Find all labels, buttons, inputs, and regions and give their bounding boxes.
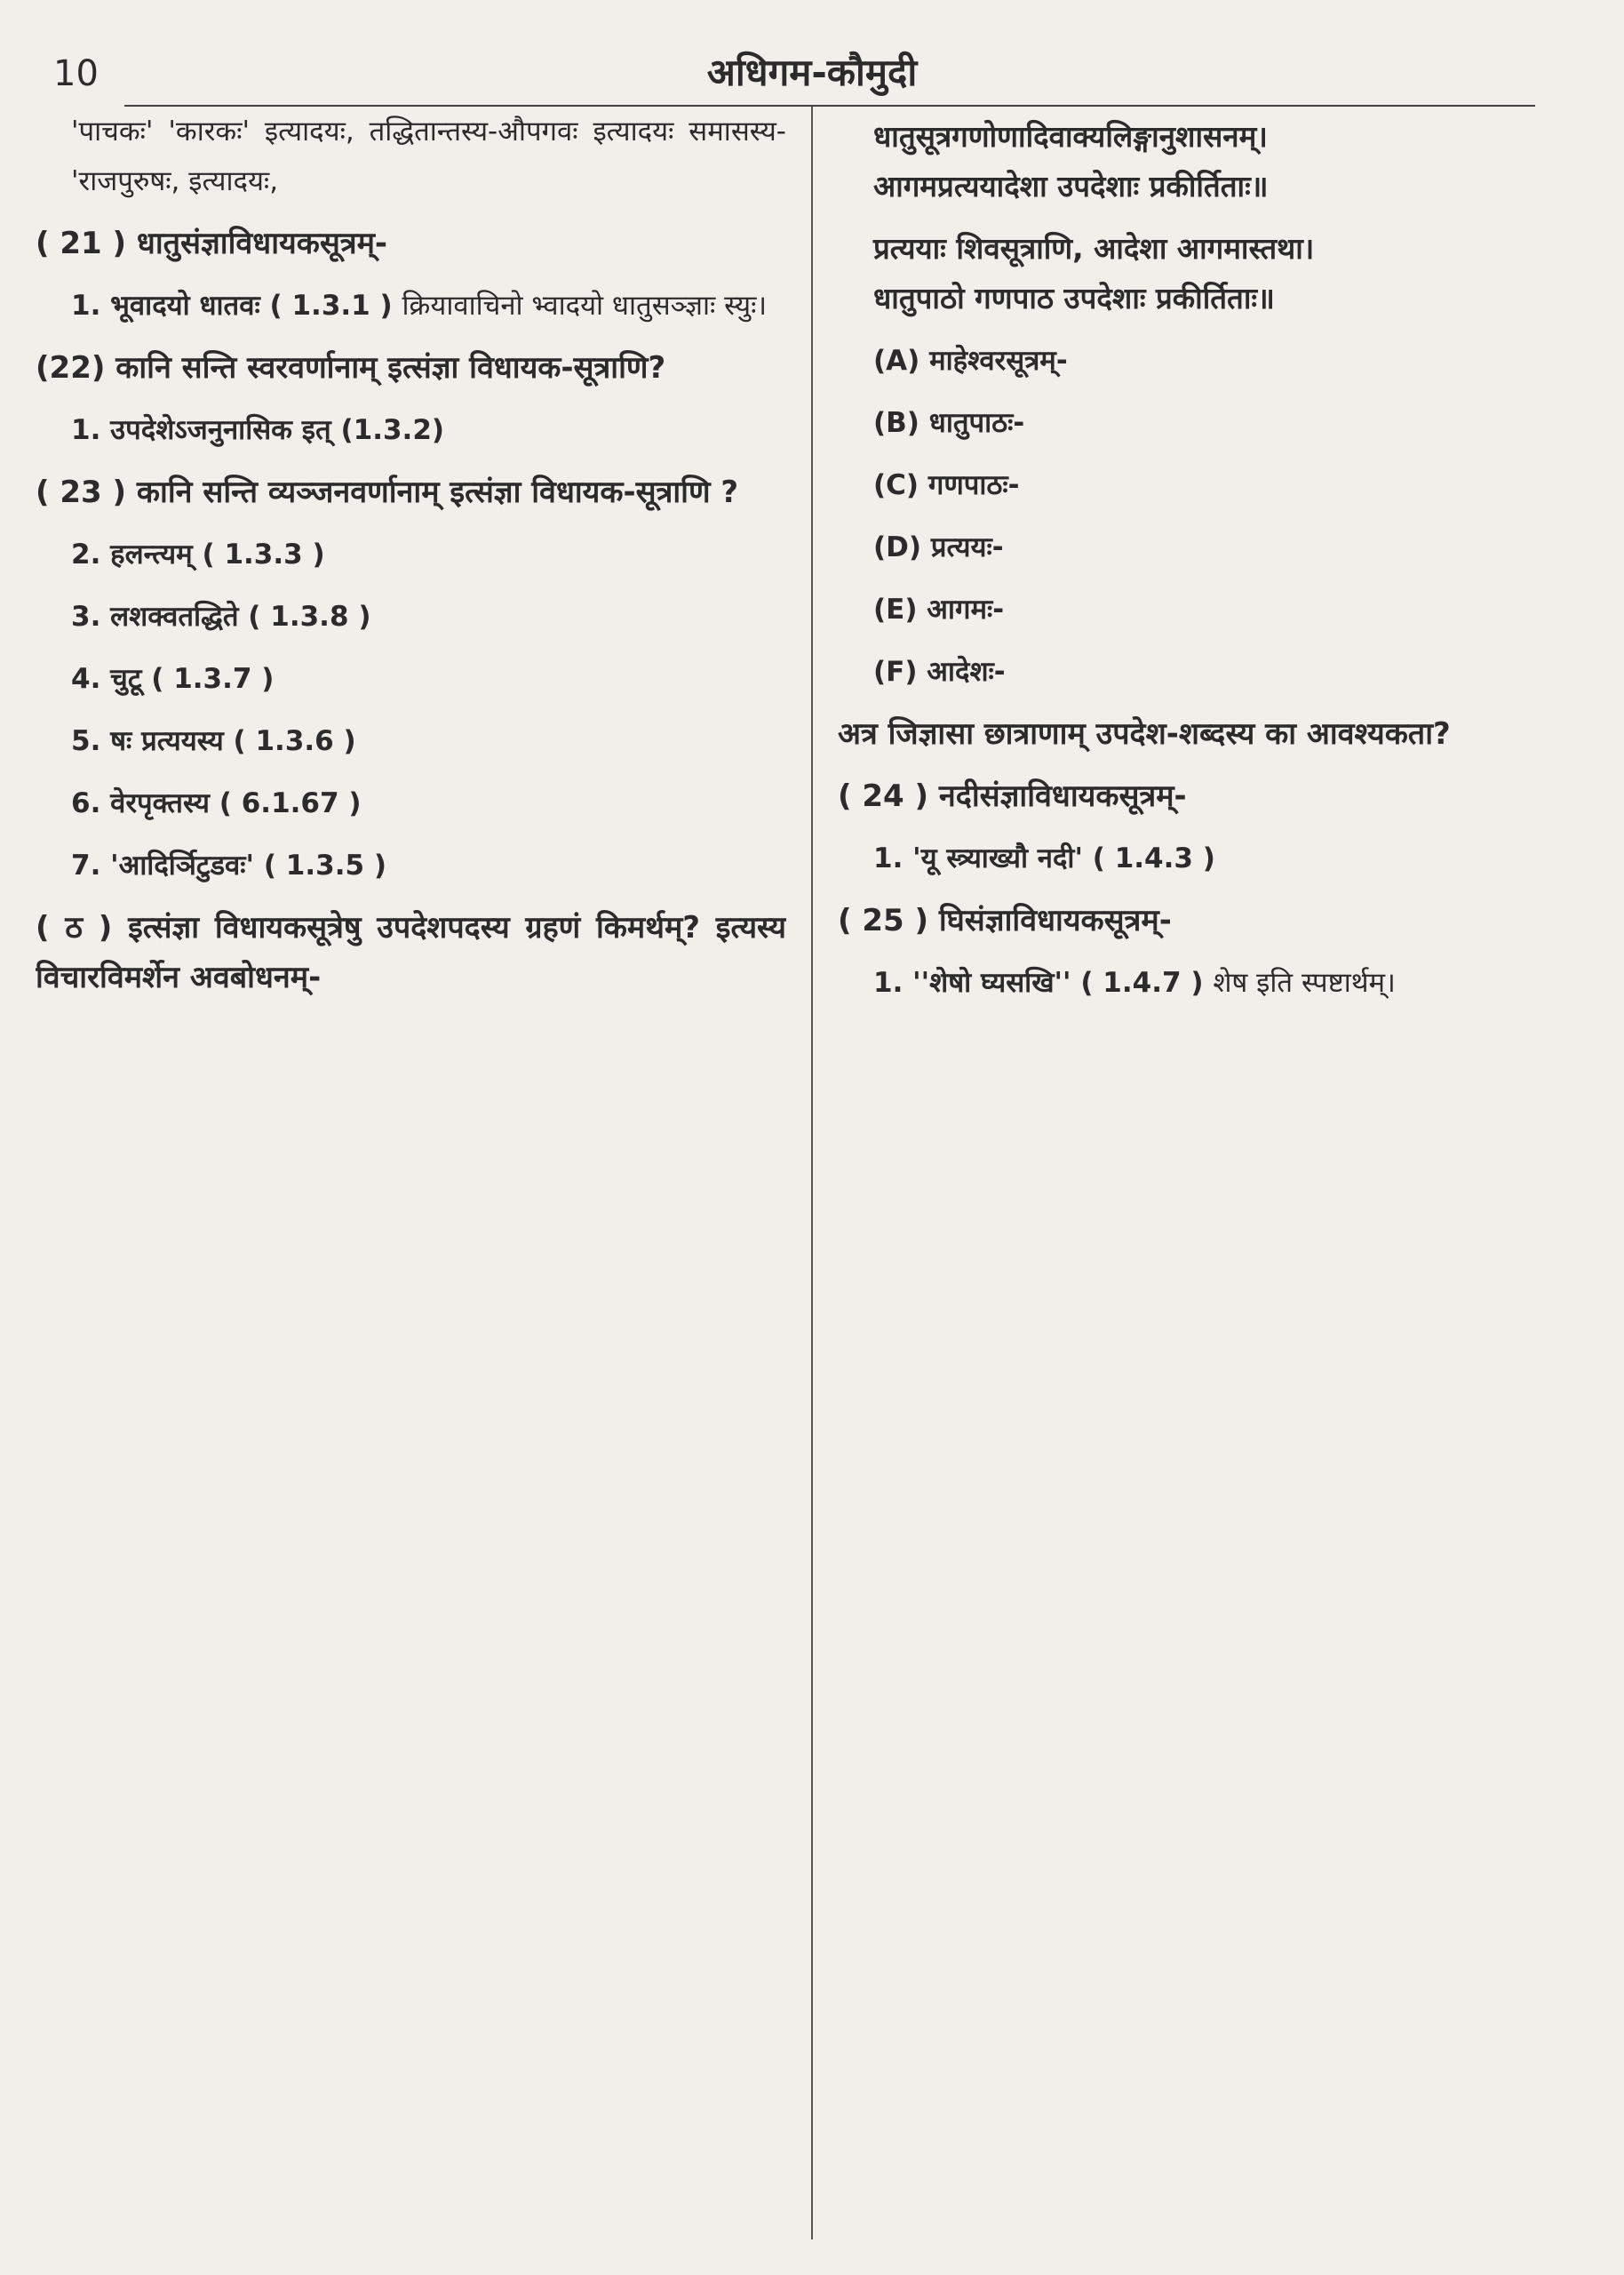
- column-divider: [811, 107, 813, 2239]
- left-column: [36, 107, 786, 2239]
- body-paragraph: [36, 841, 786, 890]
- body-paragraph: [36, 778, 786, 828]
- body-paragraph: [36, 281, 786, 331]
- body-paragraph: [36, 530, 786, 579]
- sutra-title: 1. ''शेषो घ्यसखि'' ( 1.4.7 ): [873, 967, 1214, 999]
- verse-line: प्रत्ययाः शिवसूत्राणि, आदेशा आगमास्तथा।: [873, 231, 1315, 266]
- running-title: अधिगम-कौमुदी: [706, 51, 918, 94]
- body-paragraph: [838, 336, 1588, 386]
- sutra-title: 1. भूवादयो धातवः ( 1.3.1 ): [71, 290, 402, 322]
- body-paragraph: [838, 460, 1588, 510]
- sutra-title: (E) आगमः-: [873, 594, 1005, 626]
- sutra-title: 4. चुटू ( 1.3.7 ): [71, 663, 275, 695]
- sutra-title: 1. 'यू स्त्र्याख्यौ नदी' ( 1.4.3 ): [873, 842, 1215, 874]
- sutra-title: 3. लशक्वतद्धिते ( 1.3.8 ): [71, 601, 371, 633]
- section-heading: ( 21 ) धातुसंज्ञाविधायकसूत्रम्-: [36, 226, 388, 261]
- page-number: 10: [53, 53, 99, 94]
- page-header: [36, 36, 1588, 107]
- section-heading: अत्र जिज्ञासा छात्राणाम् उपदेश-शब्दस्य का आवश्यकता?: [838, 716, 1451, 752]
- verse-line: आगमप्रत्ययादेशा उपदेशाः प्रकीर्तिताः॥: [873, 169, 1269, 204]
- two-column-body: [36, 107, 1588, 2239]
- body-paragraph: [838, 958, 1588, 1008]
- body-paragraph: [36, 716, 786, 766]
- paragraph-text: शेष इति स्पष्टार्थम्।: [1213, 967, 1396, 999]
- body-paragraph: [36, 654, 786, 704]
- section-heading: ( 23 ) कानि सन्ति व्यञ्जनवर्णानाम् इत्संज्ञा विधायक-सूत्राणि ?: [36, 475, 739, 510]
- body-paragraph: [838, 398, 1588, 448]
- sutra-title: 5. षः प्रत्ययस्य ( 1.3.6 ): [71, 725, 356, 757]
- right-column: [838, 107, 1588, 2239]
- sutra-title: (C) गणपाठः-: [873, 469, 1020, 501]
- verse-block: [838, 112, 1588, 212]
- body-paragraph: [36, 107, 786, 206]
- body-paragraph: [36, 405, 786, 455]
- paragraph-text: 'पाचकः' 'कारकः' इत्यादयः, तद्धितान्तस्य-औपगवः इत्यादयः समासस्य-'राजपुरुषः, इत्यादयः,: [71, 116, 786, 197]
- sutra-title: (A) माहेश्वरसूत्रम्-: [873, 345, 1068, 377]
- section-heading: ( 25 ) घिसंज्ञाविधायकसूत्रम्-: [838, 903, 1172, 938]
- body-paragraph: [838, 585, 1588, 635]
- sutra-title: (F) आदेशः-: [873, 656, 1006, 688]
- body-paragraph: [838, 834, 1588, 883]
- sutra-title: (D) प्रत्ययः-: [873, 531, 1004, 563]
- sutra-title: 1. उपदेशेऽजनुनासिक इत् (1.3.2): [71, 414, 445, 446]
- section-heading: ( 24 ) नदीसंज्ञाविधायकसूत्रम्-: [838, 778, 1187, 814]
- sutra-title: (B) धातुपाठः-: [873, 407, 1025, 439]
- verse-block: [838, 224, 1588, 323]
- section-heading: ( ठ ) इत्संज्ञा विधायकसूत्रेषु उपदेशपदस्य ग्रहणं किमर्थम्? इत्यस्य विचारविमर्शेन अवबोधनम्-: [36, 910, 786, 995]
- body-paragraph: [838, 523, 1588, 572]
- paragraph-text: क्रियावाचिनो भ्वादयो धातुसञ्ज्ञाः स्युः।: [402, 290, 768, 322]
- verse-line: धातुसूत्रगणोणादिवाक्यलिङ्गानुशासनम्।: [873, 119, 1268, 154]
- body-paragraph: [36, 592, 786, 642]
- sutra-title: 2. हलन्त्यम् ( 1.3.3 ): [71, 539, 325, 571]
- body-paragraph: [838, 647, 1588, 697]
- sutra-title: 6. वेरपृक्तस्य ( 6.1.67 ): [71, 787, 362, 819]
- section-heading: (22) कानि सन्ति स्वरवर्णानाम् इत्संज्ञा विधायक-सूत्राणि?: [36, 350, 666, 386]
- verse-line: धातुपाठो गणपाठ उपदेशाः प्रकीर्तिताः॥: [873, 281, 1275, 315]
- sutra-title: 7. 'आदिर्ञिटुडवः' ( 1.3.5 ): [71, 850, 387, 882]
